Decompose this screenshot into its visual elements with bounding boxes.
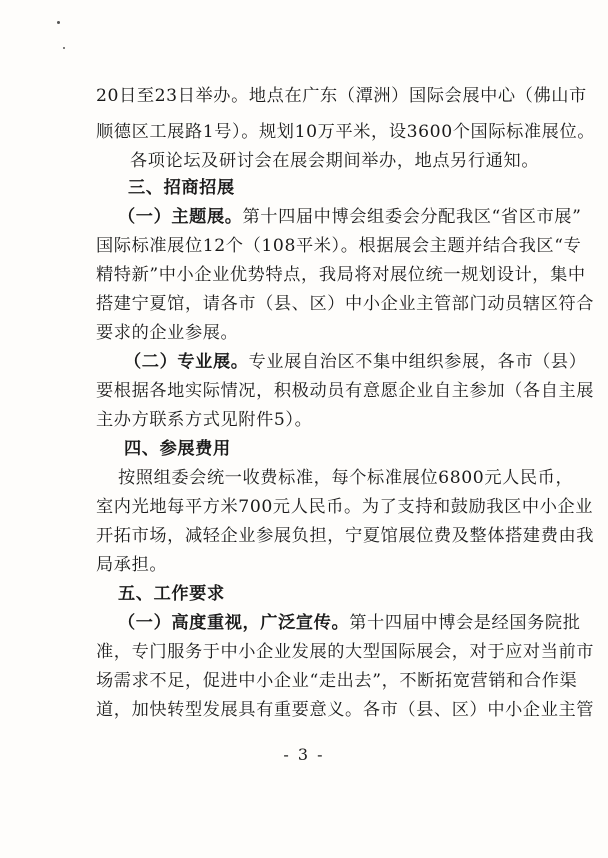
page-number: - 3 - — [283, 745, 325, 764]
paragraph-line: 道，加快转型发展具有重要意义。各市（县、区）中小企业主管 — [96, 700, 595, 720]
paragraph-line: 20日至23日举办。地点在广东（潭洲）国际会展中心（佛山市 — [96, 86, 587, 106]
paragraph-line: 主办方联系方式见附件5）。 — [96, 410, 313, 430]
paragraph-line: 要根据各地实际情况，积极动员有意愿企业自主参加（各自主展 — [96, 381, 595, 401]
paragraph-line: 顺德区工展路1号）。规划10万平米，设3600个国际标准展位。 — [96, 122, 596, 142]
paragraph-line: 精特新”中小企业优势特点，我局将对展位统一规划设计，集中 — [96, 265, 586, 285]
paragraph-line: 室内光地每平方米700元人民币。为了支持和鼓励我区中小企业 — [96, 497, 594, 517]
subsection-lead: （二）专业展。 — [124, 352, 249, 372]
scan-speck — [63, 47, 65, 49]
paragraph-line: 按照组委会统一收费标准，每个标准展位6800元人民币， — [118, 468, 574, 488]
paragraph-text: 第十四届中博会组委会分配我区“省区市展” — [242, 207, 582, 227]
section-heading: 五、工作要求 — [118, 584, 225, 604]
paragraph-line — [124, 351, 586, 373]
subsection-lead: （一）高度重视，广泛宣传。 — [118, 613, 350, 633]
section-heading: 三、招商招展 — [128, 178, 235, 198]
scan-speck — [57, 21, 60, 24]
paragraph-line: 场需求不足，促进中小企业“走出去”，不断拓宽营销和合作渠 — [96, 671, 578, 691]
paragraph-line: 局承担。 — [96, 555, 168, 575]
section-heading: 四、参展费用 — [124, 439, 231, 459]
paragraph-text: 第十四届中博会是经国务院批 — [349, 613, 581, 633]
paragraph-line: 各项论坛及研讨会在展会期间举办，地点另行通知。 — [130, 151, 540, 171]
paragraph-line: 要求的企业参展。 — [96, 323, 239, 343]
paragraph-line: 国际标准展位12个（108平米）。根据展会主题并结合我区“专 — [96, 236, 582, 256]
paragraph-line — [118, 612, 581, 634]
paragraph-line: 准，专门服务于中小企业发展的大型国际展会，对于应对当前市 — [96, 642, 595, 662]
paragraph-text: 专业展自治区不集中组织参展，各市（县） — [248, 352, 587, 372]
paragraph-line: 搭建宁夏馆，请各市（县、区）中小企业主管部门动员辖区符合 — [96, 294, 595, 314]
subsection-lead: （一）主题展。 — [118, 207, 243, 227]
paragraph-line: 开拓市场，减轻企业参展负担，宁夏馆展位费及整体搭建费由我 — [96, 526, 595, 546]
paragraph-line — [118, 206, 581, 228]
